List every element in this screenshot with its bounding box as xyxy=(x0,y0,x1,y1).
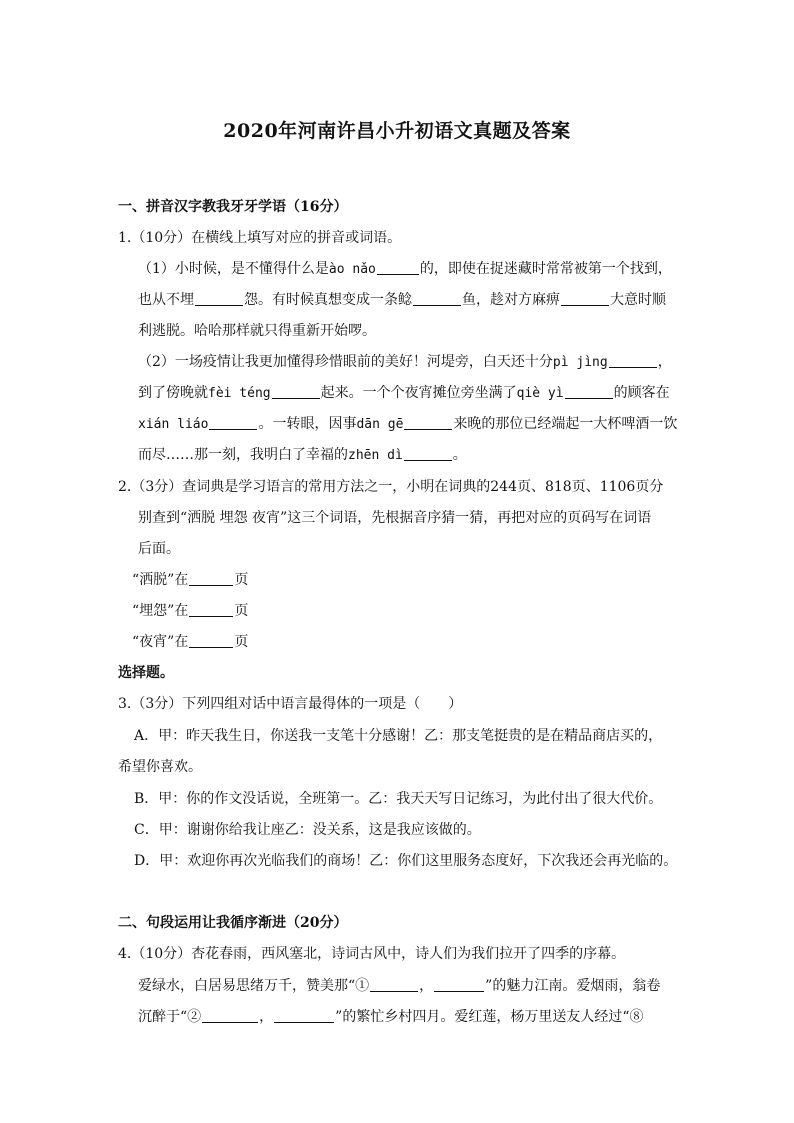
text-segment: ， xyxy=(419,978,434,994)
poem-blank[interactable] xyxy=(202,1008,258,1023)
text-segment: 沉醉于“② xyxy=(138,1009,202,1025)
answer-blank[interactable] xyxy=(404,446,452,461)
answer-blank[interactable] xyxy=(561,291,609,306)
q1-part1-line2 xyxy=(138,290,666,310)
q3-option-b: B．甲：你的作文没话说，全班第一。乙：我天天写日记练习，为此付出了很大代价。 xyxy=(134,791,663,807)
item-word: “埋怨”在 xyxy=(132,603,189,619)
q1-part2-line3 xyxy=(138,414,677,435)
answer-blank[interactable] xyxy=(272,384,320,399)
answer-blank[interactable] xyxy=(565,384,613,399)
pinyin: fèi téng xyxy=(208,386,271,401)
q2-line2: 别查到“洒脱 埋怨 夜宵”这三个词语，先根据音序猜一猜，再把对应的页码写在词语 xyxy=(138,510,652,526)
q3-option-d: D．甲：欢迎你再次光临我们的商场！乙：你们这里服务态度好，下次我还会再光临的。 xyxy=(134,853,678,869)
text-segment: 。一转眼，因事 xyxy=(258,416,357,432)
text-segment: ”的繁忙乡村四月。爱红莲，杨万里送友人经过“⑧ xyxy=(335,1009,644,1025)
text-segment: 。 xyxy=(452,447,467,463)
item-unit: 页 xyxy=(234,634,249,650)
item-unit: 页 xyxy=(234,603,249,619)
answer-blank[interactable] xyxy=(209,415,257,430)
text-segment: ”的魅力江南。爱烟雨，翁卷 xyxy=(485,978,661,994)
q4-stem: 4.（10分）杏花春雨，西风塞北，诗词古风中，诗人们为我们拉开了四季的序幕。 xyxy=(118,946,626,962)
q3-option-a-line1: A．甲：昨天我生日，你送我一支笔十分感谢！乙：那支笔挺贵的是在精品商店买的， xyxy=(134,728,663,744)
page-answer-blank[interactable] xyxy=(189,571,233,586)
q2-line3: 后面。 xyxy=(138,541,180,557)
section2-heading: 二、句段运用让我循序渐进（20分） xyxy=(118,915,348,931)
text-segment: 怨。有时候真想变成一条鲶 xyxy=(244,292,412,308)
q1-part2-line4 xyxy=(138,445,467,466)
q4-line1 xyxy=(138,976,660,996)
section1-heading: 一、拼音汉字教我牙牙学语（16分） xyxy=(118,199,348,215)
q2-item-sa-tuo xyxy=(132,570,248,590)
pinyin: xián liáo xyxy=(138,417,209,432)
poem-blank[interactable] xyxy=(434,977,484,992)
page-answer-blank[interactable] xyxy=(189,602,233,617)
text-segment: 鱼，趁对方麻痹 xyxy=(462,292,560,308)
answer-blank[interactable] xyxy=(377,260,419,275)
q1-stem: 1.（10分）在横线上填写对应的拼音或词语。 xyxy=(118,230,402,246)
text-segment: ， xyxy=(657,354,672,370)
q2-line1: 2.（3分）查词典是学习语言的常用方法之一，小明在词典的244页、818页、1106页分 xyxy=(118,479,664,495)
q1-part2-line2 xyxy=(138,383,670,404)
text-segment: 也从不埋 xyxy=(138,292,194,308)
q2-item-ye-xiao xyxy=(132,632,248,652)
q3-option-a-line2: 希望你喜欢。 xyxy=(118,759,202,775)
answer-blank[interactable] xyxy=(413,291,461,306)
item-unit: 页 xyxy=(234,572,249,588)
text-segment: 的顾客在 xyxy=(613,385,670,401)
q1-part1-line1 xyxy=(138,259,672,280)
document-title: 2020年河南许昌小升初语文真题及答案 xyxy=(223,120,571,142)
pinyin: ào nǎo xyxy=(328,262,376,277)
q3-stem: 3.（3分）下列四组对话中语言最得体的一项是（ ） xyxy=(118,696,463,712)
pinyin: pì jìng xyxy=(552,355,608,370)
poem-blank[interactable] xyxy=(274,1008,334,1023)
q4-line2 xyxy=(138,1007,644,1027)
text-segment: 来晚的那位已经端起一大杯啤酒一饮 xyxy=(453,416,678,432)
pinyin: qiè yì xyxy=(516,386,564,401)
q1-part1-line3: 利逃脱。哈哈那样就只得重新开始啰。 xyxy=(138,323,376,339)
text-segment: （1）小时候，是不懂得什么是 xyxy=(138,261,329,277)
answer-blank[interactable] xyxy=(195,291,243,306)
page-answer-blank[interactable] xyxy=(189,633,233,648)
item-word: “夜宵”在 xyxy=(132,634,189,650)
answer-blank[interactable] xyxy=(609,353,657,368)
text-segment: （2）一场疫情让我更加懂得珍惜眼前的美好！河堤旁，白天还十分 xyxy=(138,354,553,370)
q3-option-c: C．甲：谢谢你给我让座乙：没关系，这是我应该做的。 xyxy=(134,822,481,838)
poem-blank[interactable] xyxy=(370,977,418,992)
pinyin: zhēn dì xyxy=(348,448,403,463)
text-segment: 而尽……那一刻，我明白了幸福的 xyxy=(138,447,348,463)
text-segment: 起来。一个个夜宵摊位旁坐满了 xyxy=(320,385,517,401)
q1-part2-line1 xyxy=(138,352,672,373)
text-segment: 大意时顺 xyxy=(610,292,666,308)
choice-heading: 选择题。 xyxy=(118,665,174,681)
answer-blank[interactable] xyxy=(404,415,452,430)
text-segment: 爱绿水，白居易思绪万千，赞美那“① xyxy=(138,978,370,994)
text-segment: 的，即使在捉迷藏时常常被第一个找到， xyxy=(419,261,672,277)
text-segment: ， xyxy=(259,1009,274,1025)
item-word: “洒脱”在 xyxy=(132,572,189,588)
text-segment: 到了傍晚就 xyxy=(138,385,208,401)
pinyin: dān gē xyxy=(356,417,404,432)
q2-item-man-yuan xyxy=(132,601,248,621)
